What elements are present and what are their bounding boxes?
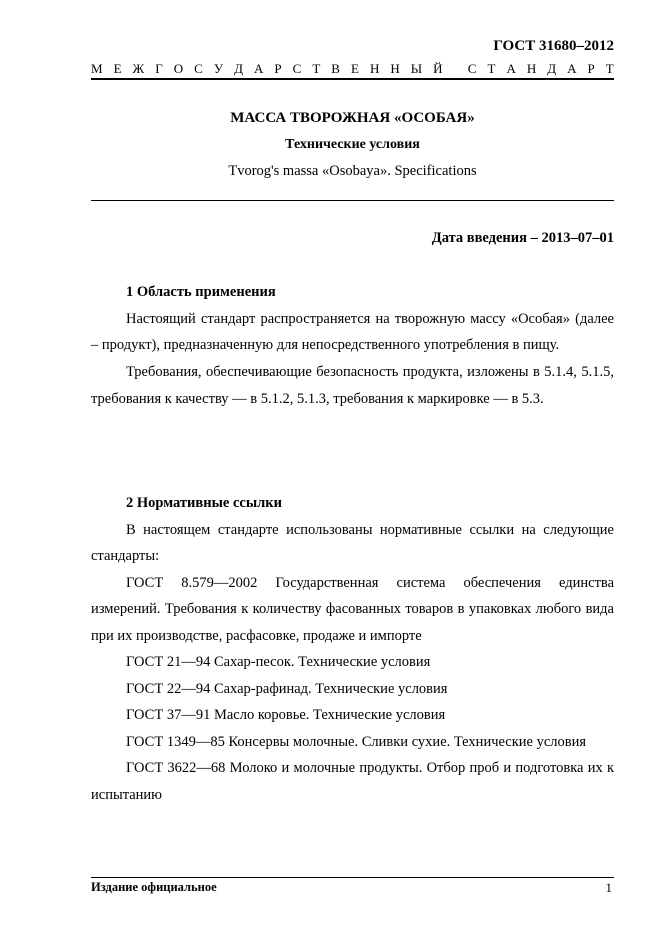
document-subtitle: Технические условия: [285, 137, 420, 152]
introduction-date: Дата введения – 2013–07–01: [431, 230, 614, 246]
header-rule: [91, 78, 614, 80]
footer-rule: [91, 877, 614, 878]
document-title: МАССА ТВОРОЖНАЯ «ОСОБАЯ»: [230, 110, 475, 126]
section-heading: 1 Область применения: [126, 284, 276, 300]
paragraph: Настоящий стандарт распространяется на творожную массу «Особая» (далее – продукт), предназначенную для непосредственного употребления в пищу.: [91, 310, 614, 354]
banner-letter: С: [194, 61, 203, 76]
reference-item: ГОСТ 1349—85 Консервы молочные. Сливки сухие. Технические условия: [126, 733, 587, 750]
page-number: 1: [605, 880, 612, 895]
standard-number: ГОСТ 31680–2012: [493, 38, 614, 54]
banner-letter: Р: [587, 61, 595, 76]
reference-item: ГОСТ 21—94 Сахар-песок. Технические условия: [126, 654, 431, 671]
banner-letter: С: [292, 61, 302, 76]
reference-item: ГОСТ 37—91 Масло коровье. Технические условия: [126, 707, 446, 724]
interstate-standard-banner: [91, 60, 614, 78]
banner-letter: Е: [350, 61, 359, 76]
banner-letter: Т: [487, 61, 496, 76]
banner-letter: Й: [433, 61, 443, 76]
banner-letter: М: [91, 61, 103, 76]
banner-word-gap: [454, 60, 457, 78]
banner-letter: Г: [155, 61, 163, 76]
banner-letter: Д: [547, 61, 557, 76]
section-heading: 2 Нормативные ссылки: [126, 495, 282, 511]
banner-letter: Т: [312, 61, 321, 76]
banner-letter: Д: [234, 61, 243, 76]
banner-letter: Н: [526, 61, 537, 76]
banner-letter: А: [567, 61, 577, 76]
banner-letter: Н: [369, 61, 380, 76]
reference-item: ГОСТ 3622—68 Молоко и молочные продукты. Отбор проб и подготовка их к испытанию: [91, 760, 614, 803]
banner-letter: Р: [274, 61, 282, 76]
section-normative-references: [91, 490, 614, 808]
banner-letter: А: [506, 61, 516, 76]
banner-letter: Е: [113, 61, 122, 76]
banner-letter: Н: [390, 61, 400, 76]
reference-item: ГОСТ 8.579—2002 Государственная система обеспечения единства измерений. Требования к количеству фасованных товаров в упаковках любого вида при их производстве, расфасовке, продаже и импорте: [91, 574, 614, 644]
banner-letter: С: [467, 61, 477, 76]
english-title: Tvorog's massa «Osobaya». Specifications: [228, 163, 477, 179]
edition-label: Издание официальное: [91, 880, 217, 894]
paragraph: Требования, обеспечивающие безопасность продукта, изложены в 5.1.4, 5.1.5, требования к качеству — в 5.1.2, 5.1.3, требования к маркировке — в 5.3.: [91, 364, 614, 407]
banner-letter: О: [173, 61, 184, 76]
banner-letter: В: [331, 61, 340, 76]
banner-letter: А: [253, 61, 264, 76]
banner-letter: Т: [605, 61, 614, 76]
reference-item: ГОСТ 22—94 Сахар-рафинад. Технические условия: [126, 680, 448, 697]
paragraph: В настоящем стандарте использованы нормативные ссылки на следующие стандарты:: [91, 521, 614, 565]
section-scope: [91, 279, 614, 413]
banner-letter: Ы: [410, 61, 423, 76]
title-rule: [91, 200, 614, 201]
banner-letter: У: [213, 61, 224, 76]
banner-letter: Ж: [132, 61, 145, 76]
